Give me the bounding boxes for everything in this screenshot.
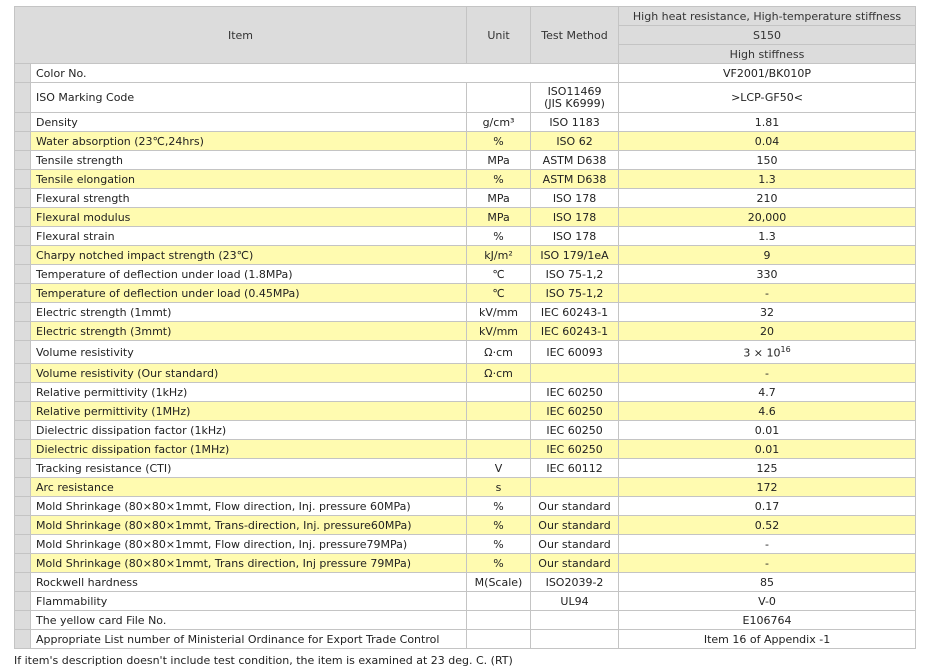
row-value-text: 3 × 10 [743, 346, 781, 360]
row-unit: ℃ [467, 284, 531, 303]
row-value [619, 440, 916, 459]
row-gutter [15, 151, 31, 170]
row-unit: s [467, 478, 531, 497]
row-value-exponent: 16 [780, 344, 791, 354]
row-unit: kV/mm [467, 303, 531, 322]
row-test-method: IEC 60250 [531, 421, 619, 440]
row-unit: % [467, 497, 531, 516]
row-test-method: IEC 60250 [531, 402, 619, 421]
table-row [15, 170, 916, 189]
row-test-method: ISO 75-1,2 [531, 265, 619, 284]
row-gutter [15, 554, 31, 573]
row-value [619, 402, 916, 421]
row-item-name: Rockwell hardness [31, 573, 467, 592]
row-test-method [531, 364, 619, 383]
row-value [619, 227, 916, 246]
row-value-text: 9 [763, 248, 771, 262]
row-gutter [15, 265, 31, 284]
row-unit: kV/mm [467, 322, 531, 341]
table-row [15, 497, 916, 516]
row-value-text: 20,000 [747, 210, 787, 224]
row-value [619, 322, 916, 341]
table-row [15, 341, 916, 364]
row-unit [467, 402, 531, 421]
row-value-text: - [765, 366, 769, 380]
header-test-method: Test Method [531, 7, 619, 64]
row-value [619, 383, 916, 402]
header-grade-feature: High stiffness [619, 45, 916, 64]
row-gutter [15, 64, 31, 83]
table-row [15, 383, 916, 402]
row-value [619, 478, 916, 497]
row-gutter [15, 421, 31, 440]
row-value [619, 630, 916, 649]
row-unit [467, 421, 531, 440]
row-test-method [531, 630, 619, 649]
row-test-method: ISO 178 [531, 227, 619, 246]
table-row [15, 284, 916, 303]
row-unit: % [467, 535, 531, 554]
row-test-method: Our standard [531, 554, 619, 573]
table-row [15, 459, 916, 478]
row-value [619, 189, 916, 208]
row-unit: % [467, 516, 531, 535]
row-value [619, 246, 916, 265]
table-row [15, 113, 916, 132]
table-body [15, 64, 916, 649]
row-gutter [15, 341, 31, 364]
row-value [619, 364, 916, 383]
row-unit: V [467, 459, 531, 478]
table-row [15, 322, 916, 341]
row-value-text: VF2001/BK010P [723, 66, 811, 80]
row-item-name: Appropriate List number of Ministerial Ordinance for Export Trade Control [31, 630, 467, 649]
row-value [619, 113, 916, 132]
row-item-name: The yellow card File No. [31, 611, 467, 630]
row-test-method: ISO 62 [531, 132, 619, 151]
row-test-method: Our standard [531, 535, 619, 554]
row-item-name: Flexural strength [31, 189, 467, 208]
row-test-method: Our standard [531, 516, 619, 535]
table-row [15, 364, 916, 383]
row-value-text: 150 [756, 153, 778, 167]
table-row [15, 573, 916, 592]
row-value [619, 573, 916, 592]
row-value [619, 516, 916, 535]
row-item-name: Dielectric dissipation factor (1MHz) [31, 440, 467, 459]
row-gutter [15, 284, 31, 303]
row-item-name: Mold Shrinkage (80×80×1mmt, Trans direction, Inj pressure 79MPa) [31, 554, 467, 573]
row-item-name: Flexural modulus [31, 208, 467, 227]
table-row [15, 421, 916, 440]
row-value-text: E106764 [742, 613, 792, 627]
row-item-name: Electric strength (3mmt) [31, 322, 467, 341]
row-test-method: ISO2039-2 [531, 573, 619, 592]
table-row [15, 535, 916, 554]
row-value-text: - [765, 537, 769, 551]
table-row [15, 303, 916, 322]
table-row [15, 208, 916, 227]
row-gutter [15, 83, 31, 113]
table-row [15, 516, 916, 535]
row-value-text: - [765, 556, 769, 570]
table-row [15, 554, 916, 573]
table-row [15, 227, 916, 246]
row-gutter [15, 573, 31, 592]
table-row [15, 592, 916, 611]
row-test-method: IEC 60250 [531, 383, 619, 402]
row-gutter [15, 630, 31, 649]
row-gutter [15, 611, 31, 630]
row-value-text: 0.04 [754, 134, 780, 148]
row-gutter [15, 113, 31, 132]
row-value [619, 208, 916, 227]
row-unit: MPa [467, 208, 531, 227]
row-unit: kJ/m² [467, 246, 531, 265]
row-gutter [15, 170, 31, 189]
table-row [15, 132, 916, 151]
row-item-name: Flammability [31, 592, 467, 611]
row-gutter [15, 189, 31, 208]
row-test-method: ISO 178 [531, 208, 619, 227]
row-gutter [15, 383, 31, 402]
row-value [619, 341, 916, 364]
row-value-text: 20 [760, 324, 775, 338]
row-unit: % [467, 170, 531, 189]
row-value-text: 172 [756, 480, 778, 494]
row-test-method: IEC 60243-1 [531, 303, 619, 322]
row-gutter [15, 478, 31, 497]
row-gutter [15, 592, 31, 611]
row-value [619, 459, 916, 478]
row-value-text: Item 16 of Appendix -1 [703, 632, 831, 646]
row-value [619, 554, 916, 573]
row-test-method-line1: ISO11469 [547, 84, 602, 98]
row-test-method: ISO 178 [531, 189, 619, 208]
row-value [619, 284, 916, 303]
row-test-method: IEC 60112 [531, 459, 619, 478]
row-value-text: V-0 [758, 594, 776, 608]
table-row [15, 265, 916, 284]
row-value-text: 32 [760, 305, 775, 319]
row-item-name: Relative permittivity (1MHz) [31, 402, 467, 421]
header-item: Item [15, 7, 467, 64]
row-gutter [15, 322, 31, 341]
row-value-text: 0.17 [754, 499, 780, 513]
row-unit [467, 383, 531, 402]
table-row [15, 611, 916, 630]
properties-table [14, 6, 916, 649]
row-test-method: ISO 75-1,2 [531, 284, 619, 303]
row-value-text: 1.3 [758, 229, 776, 243]
row-item-name: Water absorption (23℃,24hrs) [31, 132, 467, 151]
row-value-text: 1.81 [754, 115, 780, 129]
row-test-method: ISO 1183 [531, 113, 619, 132]
row-test-method: ASTM D638 [531, 151, 619, 170]
row-gutter [15, 227, 31, 246]
header-grade: S150 [619, 26, 916, 45]
table-row [15, 402, 916, 421]
row-test-method: Our standard [531, 497, 619, 516]
row-unit: MPa [467, 151, 531, 170]
row-test-method: IEC 60093 [531, 341, 619, 364]
row-item-name: Tracking resistance (CTI) [31, 459, 467, 478]
row-test-method: IEC 60250 [531, 440, 619, 459]
row-test-method: IEC 60243-1 [531, 322, 619, 341]
row-item-name: Dielectric dissipation factor (1kHz) [31, 421, 467, 440]
row-value [619, 83, 916, 113]
table-row [15, 440, 916, 459]
row-value [619, 592, 916, 611]
row-value [619, 132, 916, 151]
row-gutter [15, 132, 31, 151]
row-unit: % [467, 132, 531, 151]
row-test-method-line2: (JIS K6999) [544, 96, 605, 110]
row-test-method [531, 83, 619, 113]
row-value-text: 4.6 [758, 404, 776, 418]
row-gutter [15, 459, 31, 478]
row-unit: g/cm³ [467, 113, 531, 132]
table-row [15, 630, 916, 649]
row-value [619, 421, 916, 440]
table-row [15, 151, 916, 170]
row-value-text: 0.52 [754, 518, 780, 532]
row-value-text: 0.01 [754, 423, 780, 437]
row-unit [467, 630, 531, 649]
row-gutter [15, 246, 31, 265]
row-unit: % [467, 554, 531, 573]
row-gutter [15, 402, 31, 421]
row-item-name: Temperature of deflection under load (1.8MPa) [31, 265, 467, 284]
row-item-name: Volume resistivity (Our standard) [31, 364, 467, 383]
row-value-text: 1.3 [758, 172, 776, 186]
row-value [619, 303, 916, 322]
row-value-text: 0.01 [754, 442, 780, 456]
row-unit: ℃ [467, 265, 531, 284]
row-unit [467, 611, 531, 630]
row-item-name: Tensile strength [31, 151, 467, 170]
row-item-name: Relative permittivity (1kHz) [31, 383, 467, 402]
row-item-name: Flexural strain [31, 227, 467, 246]
row-unit: M(Scale) [467, 573, 531, 592]
row-unit: Ω·cm [467, 341, 531, 364]
row-gutter [15, 364, 31, 383]
row-item-name: Mold Shrinkage (80×80×1mmt, Flow direction, Inj. pressure79MPa) [31, 535, 467, 554]
row-gutter [15, 497, 31, 516]
row-item-name: Arc resistance [31, 478, 467, 497]
row-test-method [531, 478, 619, 497]
row-unit: % [467, 227, 531, 246]
row-value [619, 265, 916, 284]
row-value [619, 64, 916, 83]
row-test-method: ASTM D638 [531, 170, 619, 189]
row-gutter [15, 208, 31, 227]
row-item-name: Mold Shrinkage (80×80×1mmt, Flow direction, Inj. pressure 60MPa) [31, 497, 467, 516]
row-item-name: ISO Marking Code [31, 83, 467, 113]
row-test-method: UL94 [531, 592, 619, 611]
row-unit: Ω·cm [467, 364, 531, 383]
row-value-text: 330 [756, 267, 778, 281]
row-value-text: - [765, 286, 769, 300]
row-unit [467, 592, 531, 611]
row-value [619, 170, 916, 189]
row-item-name: Density [31, 113, 467, 132]
row-item-name: Charpy notched impact strength (23℃) [31, 246, 467, 265]
row-value [619, 611, 916, 630]
row-value-text: 210 [756, 191, 778, 205]
row-item-name: Tensile elongation [31, 170, 467, 189]
footnote: If item's description doesn't include test condition, the item is examined at 23 deg. C. (RT) [14, 654, 513, 667]
row-test-method: ISO 179/1eA [531, 246, 619, 265]
header-grade-category: High heat resistance, High-temperature stiffness [619, 7, 916, 26]
row-gutter [15, 303, 31, 322]
row-item-name: Mold Shrinkage (80×80×1mmt, Trans-direction, Inj. pressure60MPa) [31, 516, 467, 535]
table-row [15, 478, 916, 497]
row-test-method [531, 611, 619, 630]
row-item-name: Temperature of deflection under load (0.45MPa) [31, 284, 467, 303]
row-item-name: Volume resistivity [31, 341, 467, 364]
row-gutter [15, 440, 31, 459]
row-value-text: 4.7 [758, 385, 776, 399]
row-item-name: Color No. [31, 64, 619, 83]
row-gutter [15, 535, 31, 554]
table-row [15, 246, 916, 265]
table-row [15, 64, 916, 83]
row-unit [467, 83, 531, 113]
row-item-name: Electric strength (1mmt) [31, 303, 467, 322]
row-value-text: 125 [756, 461, 778, 475]
header-unit: Unit [467, 7, 531, 64]
row-gutter [15, 516, 31, 535]
row-unit: MPa [467, 189, 531, 208]
row-value [619, 535, 916, 554]
row-unit [467, 440, 531, 459]
table-row [15, 189, 916, 208]
row-value-text: 85 [760, 575, 775, 589]
row-value [619, 497, 916, 516]
row-value [619, 151, 916, 170]
table-row [15, 83, 916, 113]
row-value-text: >LCP-GF50< [731, 91, 803, 104]
